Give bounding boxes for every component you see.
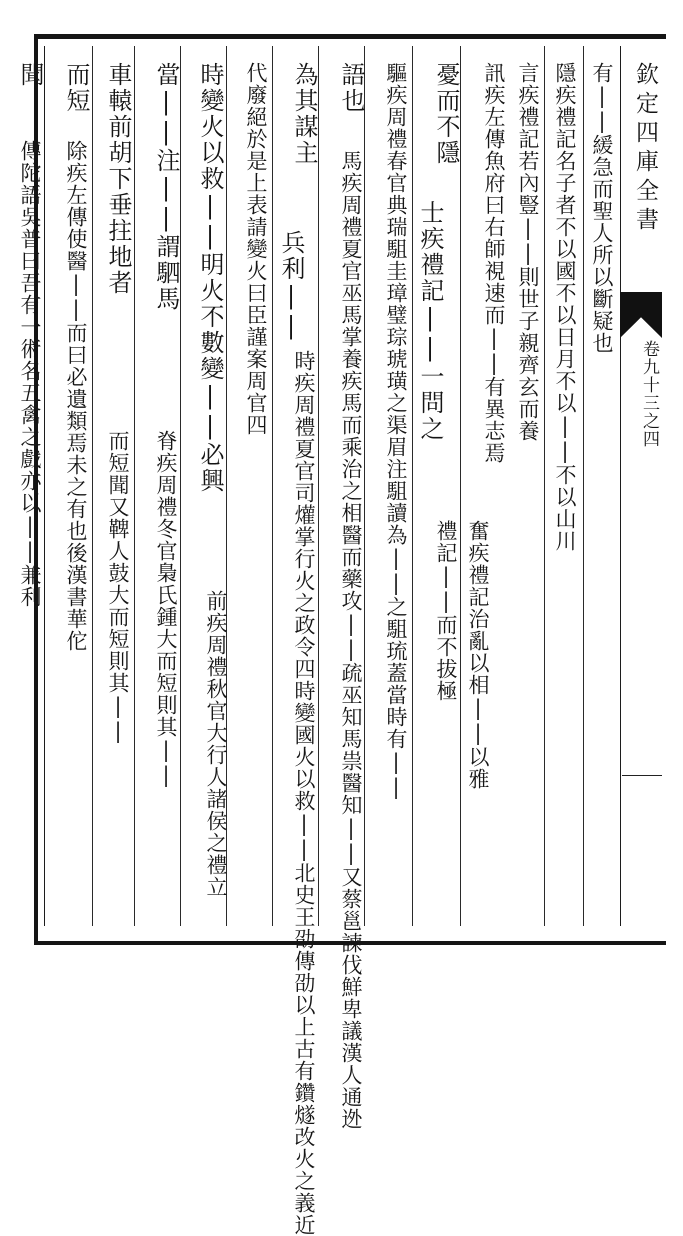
- column-text: 前疾周禮秋官大行人諸侯之禮立: [204, 590, 228, 898]
- text-column: [586, 62, 618, 928]
- column-text: 馬疾周禮夏官巫馬掌養疾馬而乘治之相醫而藥攻||疏巫知馬祟醫知||又蔡邕諫伐鮮卑議漢人通迯: [339, 150, 363, 1130]
- column-text: 傳陀語吳普曰吾有一術名五禽之戲亦以||兼利: [18, 140, 42, 608]
- column-text: 代廢絕於是上表請變火曰臣謹案周官四: [244, 62, 268, 436]
- column-text: 除疾左傳使醫||而曰必遺類焉未之有也後漢書華佗: [64, 140, 88, 652]
- text-column: [414, 200, 446, 520]
- column-text: 士疾禮記||一問之: [416, 200, 444, 442]
- column-rule: [92, 46, 93, 926]
- margin-divider: [622, 775, 662, 776]
- column-text: 為其謀主: [290, 62, 318, 166]
- column-rule: [134, 46, 135, 926]
- text-column: [380, 62, 412, 928]
- column-text: 憂而不隱: [432, 62, 460, 166]
- text-column: [462, 520, 494, 920]
- text-column: [102, 62, 134, 402]
- column-text: 奮疾禮記治亂以相||以雅: [466, 520, 490, 790]
- column-text: 車轅前胡下垂拄地者: [104, 62, 132, 296]
- text-column: [150, 62, 182, 422]
- column-text: 聞: [16, 62, 44, 88]
- column-rule: [412, 46, 413, 926]
- column-text: 脊疾周禮冬官梟氏鍾大而短則其||: [154, 430, 178, 788]
- column-text: 隱疾禮記名子者不以國不以日月不以||不以山川: [553, 62, 577, 552]
- text-column: [288, 62, 320, 222]
- column-text: 當||注||謂駟馬: [152, 62, 180, 312]
- text-column: [102, 430, 134, 920]
- column-text: 而短: [62, 62, 90, 114]
- text-column: [16, 62, 44, 132]
- text-column: [549, 62, 581, 928]
- column-text: 而短聞又鞞人鼓大而短則其||: [106, 430, 130, 744]
- column-rule: [583, 46, 584, 926]
- text-column: [150, 430, 182, 920]
- text-column: [16, 140, 44, 1006]
- text-column: [430, 62, 462, 192]
- text-column: [288, 350, 320, 1236]
- column-rule: [272, 46, 273, 926]
- text-column: [430, 520, 462, 920]
- column-text: 語也: [337, 62, 365, 114]
- text-column: [240, 62, 272, 928]
- text-column: [335, 150, 367, 1130]
- text-column: [60, 62, 92, 132]
- column-rule: [544, 46, 545, 926]
- text-column: [194, 62, 226, 582]
- column-text: 言疾禮記若內豎||則世子親齊玄而養: [516, 62, 540, 442]
- text-column: [512, 62, 544, 928]
- text-column: [275, 230, 307, 350]
- column-text: 時變火以救||明火不數變||必興: [196, 62, 224, 494]
- column-text: 驅疾周禮春官典瑞駔圭璋璧琮琥璜之渠眉注駔讀為||之駔琉蓋當時有||: [384, 62, 408, 800]
- column-text: 有||緩急而聖人所以斷疑也: [590, 62, 614, 354]
- column-text: 兵利||: [277, 230, 305, 342]
- column-text: 時疾周禮夏官司爟掌行火之政令四時變國火以救||北史王劭傳劭以上古有鑽燧改火之義近: [292, 350, 316, 1236]
- volume-label: 卷九十三之四: [639, 340, 659, 448]
- text-column: [200, 590, 232, 920]
- column-text: 禮記||而不拔極: [434, 520, 458, 702]
- text-column: [60, 140, 92, 1006]
- column-text: 訊疾左傳魚府曰右師視速而||有異志焉: [482, 62, 506, 464]
- text-column: [335, 62, 367, 142]
- book-title: 欽定四庫全書: [632, 62, 658, 236]
